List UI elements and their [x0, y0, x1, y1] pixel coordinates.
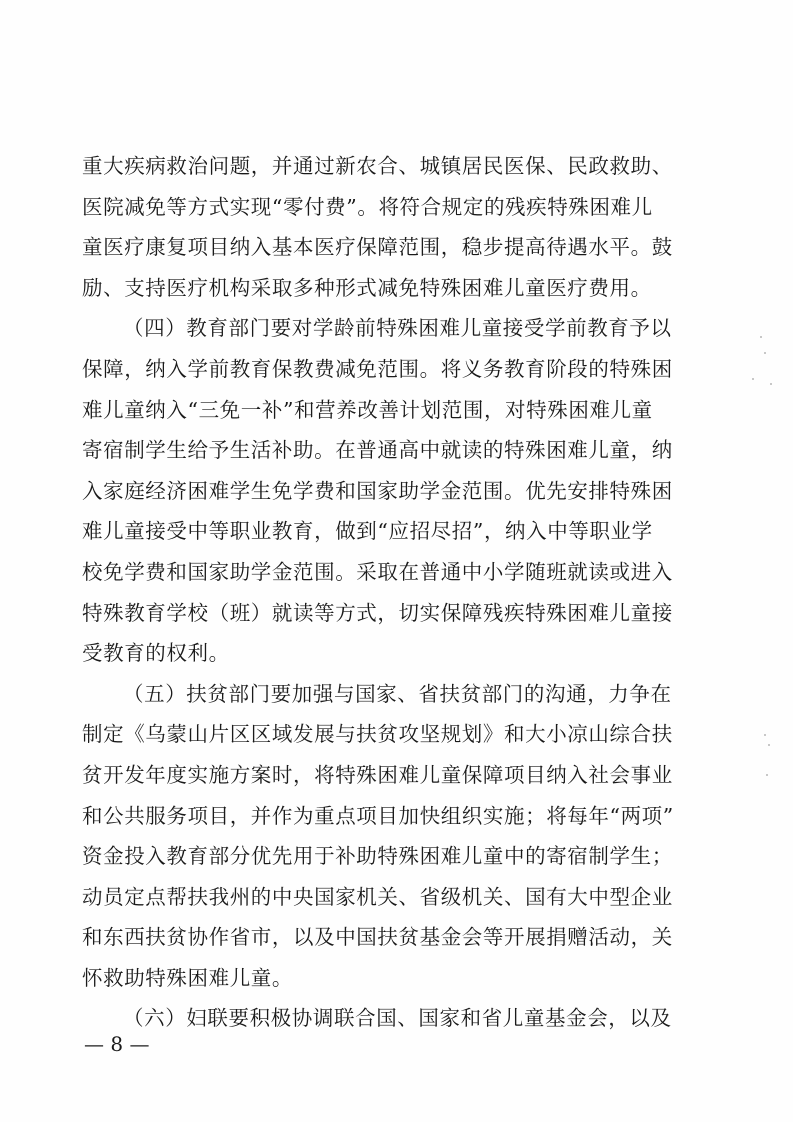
text-line: 受教育的权利。: [82, 641, 230, 666]
body-text: [82, 146, 722, 1039]
scan-speck: [766, 774, 768, 776]
text-line: 制定《乌蒙山片区区域发展与扶贫攻坚规划》和大小凉山综合扶: [82, 722, 673, 747]
text-line: 难儿童纳入“三免一补”和营养改善计划范围，对特殊困难儿童: [82, 397, 653, 422]
text-line: 怀救助特殊困难儿童。: [82, 965, 293, 990]
text-line: 入家庭经济困难学生免学费和国家助学金范围。优先安排特殊困: [82, 478, 673, 503]
text-line: 励、支持医疗机构采取多种形式减免特殊困难儿童医疗费用。: [82, 275, 652, 300]
text-line: 寄宿制学生给予生活补助。在普通高中就读的特殊困难儿童，纳: [82, 438, 673, 463]
scan-speck: [760, 336, 762, 338]
paragraph-start-line: （五）扶贫部门要加强与国家、省扶贫部门的沟通，力争在: [123, 681, 672, 706]
text-line: 难儿童接受中等职业教育，做到“应招尽招”，纳入中等职业学: [82, 519, 653, 544]
text-line: 医院减免等方式实现“零付费”。将符合规定的残疾特殊困难儿: [82, 194, 653, 219]
scan-speck: [770, 383, 772, 385]
scan-speck: [768, 744, 770, 746]
text-line: 童医疗康复项目纳入基本医疗保障范围，稳步提高待遇水平。鼓: [82, 235, 673, 260]
text-line: 贫开发年度实施方案时，将特殊困难儿童保障项目纳入社会事业: [82, 762, 673, 787]
text-line: 和东西扶贫协作省市，以及中国扶贫基金会等开展捐赠活动，关: [82, 925, 673, 950]
page-number: — 8 —: [84, 1032, 150, 1056]
scan-speck: [764, 352, 766, 354]
paragraph-start-line: （四）教育部门要对学龄前特殊困难儿童接受学前教育予以: [123, 316, 672, 341]
scan-speck: [764, 734, 766, 736]
text-line: 校免学费和国家助学金范围。采取在普通中小学随班就读或进入: [82, 559, 673, 584]
text-line: 和公共服务项目，并作为重点项目加快组织实施；将每年“两项”: [82, 803, 674, 828]
text-line: 保障，纳入学前教育保教费减免范围。将义务教育阶段的特殊困: [82, 356, 673, 381]
text-line: 特殊教育学校（班）就读等方式，切实保障残疾特殊困难儿童接: [82, 600, 673, 625]
paragraph-start-line: （六）妇联要积极协调联合国、国家和省儿童基金会，以及: [123, 1006, 672, 1031]
scan-speck: [752, 378, 754, 380]
text-line: 资金投入教育部分优先用于补助特殊困难儿童中的寄宿制学生；: [82, 844, 673, 869]
text-line: 动员定点帮扶我州的中央国家机关、省级机关、国有大中型企业: [82, 884, 673, 909]
text-line: 重大疾病救治问题，并通过新农合、城镇居民医保、民政救助、: [82, 154, 673, 178]
